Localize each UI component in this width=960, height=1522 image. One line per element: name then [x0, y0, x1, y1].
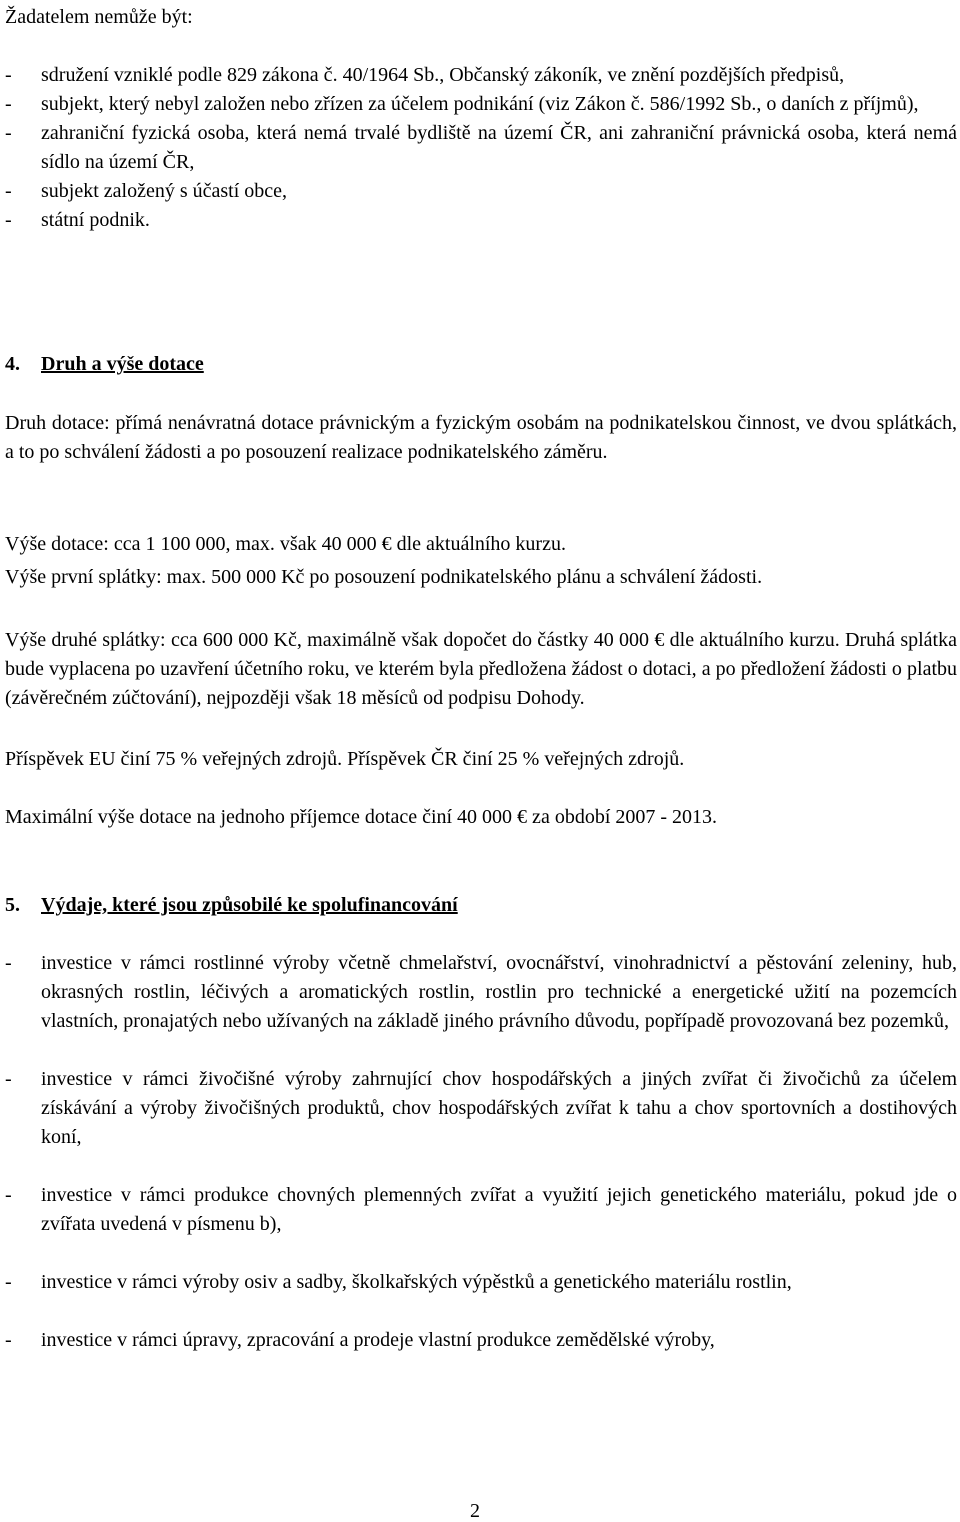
- dash: -: [5, 209, 12, 231]
- dash: -: [5, 64, 12, 86]
- dash: -: [5, 952, 12, 974]
- max-support-text: Maximální výše dotace na jednoho příjemce dotace činí 40 000 € za období 2007 - 2013.: [5, 806, 718, 828]
- list-item: - subjekt, který nebyl založen nebo zřízen za účelem podnikání (viz Zákon č. 586/1992 Sb., o daních z příjmů),: [5, 90, 957, 119]
- list-item: - investice v rámci rostlinné výroby včetně chmelařství, ovocnářství, vinohradnictví a pěstování zeleniny, hub, okrasných rostlin, léčivých a aromatických rostlin, rostlin pro technické a energetické užití na pozemcích vlastních, pronajatých nebo užívaných na základě jiného právního důvodu, popřípadě provozovaná bez pozemků,: [5, 949, 957, 1036]
- dash: -: [5, 122, 12, 144]
- section-4-heading: 4. Druh a výše dotace: [5, 353, 204, 375]
- list-item: - státní podnik.: [5, 206, 957, 235]
- dash: -: [5, 180, 12, 202]
- subsidy-type-text: Druh dotace: přímá nenávratná dotace právnickým a fyzickým osobám na podnikatelskou činnost, ve dvou splátkách, a to po schválení žádosti a po posouzení realizace podnikatelského záměru.: [5, 412, 957, 463]
- dash: -: [5, 1068, 12, 1090]
- first-installment-text: Výše první splátky: max. 500 000 Kč po posouzení podnikatelského plánu a schválení žádosti.: [5, 566, 763, 588]
- dash: -: [5, 1271, 12, 1293]
- eligible-expenses-list: [5, 949, 957, 1355]
- dash: -: [5, 93, 12, 115]
- intro-text: Žadatelem nemůže být:: [5, 6, 193, 28]
- excluded-list: [5, 61, 957, 235]
- subsidy-amount-text: Výše dotace: cca 1 100 000, max. však 40 000 € dle aktuálního kurzu.: [5, 533, 566, 555]
- list-item: - sdružení vzniklé podle 829 zákona č. 40/1964 Sb., Občanský zákoník, ve znění pozdějších předpisů,: [5, 61, 957, 90]
- list-item: - investice v rámci živočišné výroby zahrnující chov hospodářských a jiných zvířat či živočichů za účelem získávání a výroby živočišných produktů, chov hospodářských zvířat k tahu a chov sportovních a dostihových koní,: [5, 1065, 957, 1152]
- second-installment-text: Výše druhé splátky: cca 600 000 Kč, maximálně však dopočet do částky 40 000 € dle aktuálního kurzu. Druhá splátka bude vyplacena po uzavření účetního roku, ve kterém byla předložena žádost o dotaci, a po předložení žádosti o platbu (závěrečném zúčtování), nejpozději však 18 měsíců od podpisu Dohody.: [5, 629, 957, 709]
- list-item: - subjekt založený s účastí obce,: [5, 177, 957, 206]
- list-item: - investice v rámci produkce chovných plemenných zvířat a využití jejich genetického materiálu, pokud jde o zvířata uvedená v písmenu b),: [5, 1181, 957, 1239]
- contribution-text: Příspěvek EU činí 75 % veřejných zdrojů. Příspěvek ČR činí 25 % veřejných zdrojů.: [5, 748, 685, 770]
- section-5-heading: 5. Výdaje, které jsou způsobilé ke spolufinancování: [5, 894, 458, 916]
- dash: -: [5, 1184, 12, 1206]
- dash: -: [5, 1329, 12, 1351]
- list-item: - investice v rámci úpravy, zpracování a prodeje vlastní produkce zemědělské výroby,: [5, 1326, 957, 1355]
- list-item: - zahraniční fyzická osoba, která nemá trvalé bydliště na území ČR, ani zahraniční právnická osoba, která nemá sídlo na území ČR,: [5, 119, 957, 177]
- list-item: - investice v rámci výroby osiv a sadby, školkařských výpěstků a genetického materiálu rostlin,: [5, 1268, 957, 1297]
- page-number: 2: [470, 1500, 480, 1522]
